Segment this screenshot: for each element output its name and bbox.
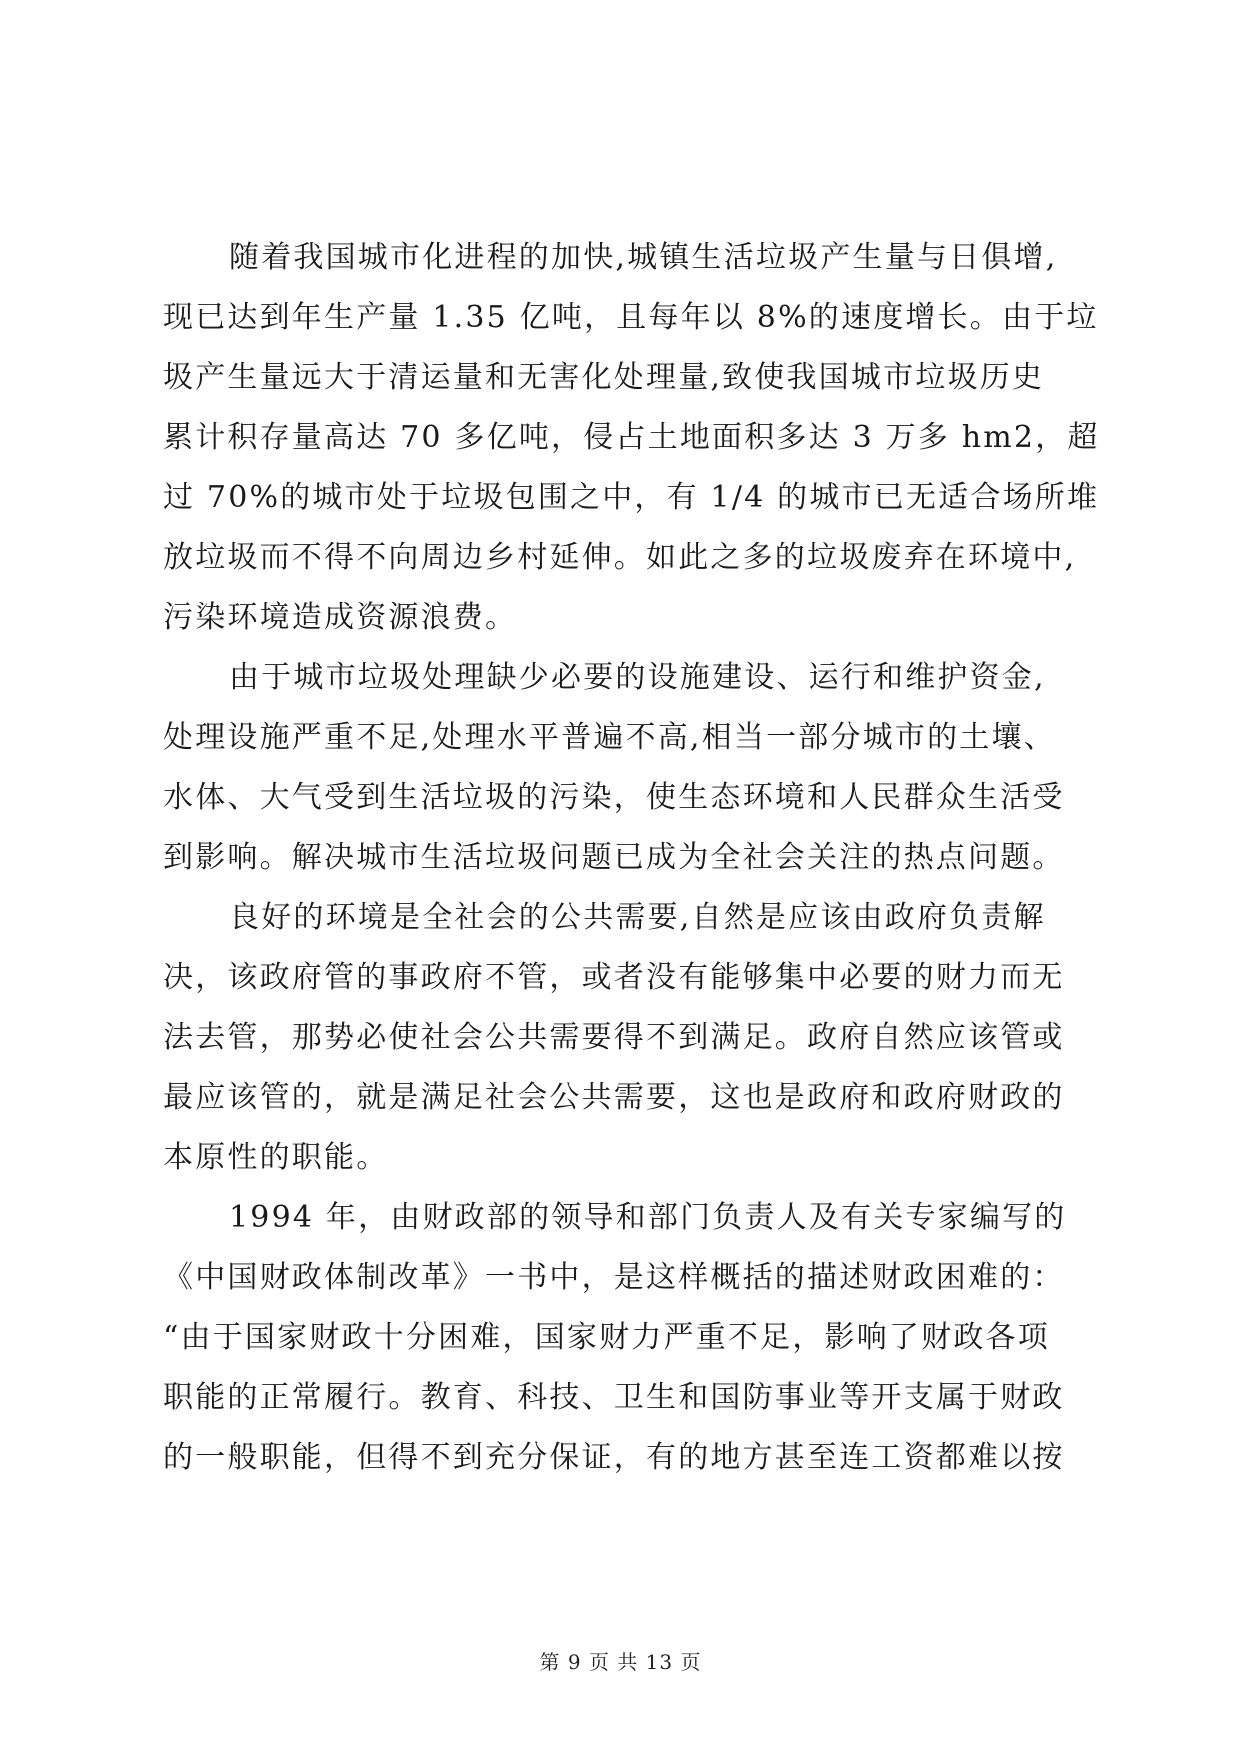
paragraph-line: 圾产生量远大于清运量和无害化处理量,致使我国城市垃圾历史	[163, 360, 1045, 395]
paragraph-line: 放垃圾而不得不向周边乡村延伸。如此之多的垃圾废弃在环境中,	[163, 540, 1077, 575]
paragraph-line: 水体、大气受到生活垃圾的污染，使生态环境和人民群众生活受	[163, 780, 1065, 815]
paragraph-line: 职能的正常履行。教育、科技、卫生和国防事业等开支属于财政	[163, 1380, 1065, 1415]
paragraph-line: 法去管，那势必使社会公共需要得不到满足。政府自然应该管或	[163, 1020, 1065, 1055]
paragraph-line: 1994 年，由财政部的领导和部门负责人及有关专家编写的	[229, 1200, 1067, 1235]
paragraph-2	[163, 648, 1093, 888]
paragraph-line: 污染环境造成资源浪费。	[163, 600, 518, 635]
paragraph-line: “由于国家财政十分困难，国家财力严重不足，影响了财政各项	[163, 1320, 1050, 1355]
paragraph-4	[163, 1188, 1093, 1488]
paragraph-line: 良好的环境是全社会的公共需要,自然是应该由政府负责解	[229, 900, 1046, 935]
paragraph-line: 最应该管的，就是满足社会公共需要，这也是政府和政府财政的	[163, 1080, 1065, 1115]
paragraph-line: 的一般职能，但得不到充分保证，有的地方甚至连工资都难以按	[163, 1440, 1065, 1475]
paragraph-line: 累计积存量高达 70 多亿吨，侵占土地面积多达 3 万多 hm2，超	[163, 420, 1100, 455]
paragraph-line: 到影响。解决城市生活垃圾问题已成为全社会关注的热点问题。	[163, 840, 1065, 875]
paragraph-line: 过 70%的城市处于垃圾包围之中，有 1/4 的城市已无适合场所堆	[163, 480, 1100, 515]
document-body	[163, 228, 1100, 1488]
paragraph-3	[163, 888, 1093, 1188]
paragraph-line: 决，该政府管的事政府不管，或者没有能够集中必要的财力而无	[163, 960, 1065, 995]
paragraph-line: 由于城市垃圾处理缺少必要的设施建设、运行和维护资金,	[229, 660, 1046, 695]
page-number-footer: 第 9 页 共 13 页	[539, 1650, 702, 1674]
paragraph-line: 《中国财政体制改革》一书中，是这样概括的描述财政困难的：	[163, 1260, 1065, 1295]
paragraph-line: 现已达到年生产量 1.35 亿吨，且每年以 8%的速度增长。由于垃	[163, 300, 1099, 335]
paragraph-line: 随着我国城市化进程的加快,城镇生活垃圾产生量与日俱增,	[229, 240, 1058, 275]
paragraph-line: 本原性的职能。	[163, 1140, 389, 1175]
paragraph-line: 处理设施严重不足,处理水平普遍不高,相当一部分城市的土壤、	[163, 720, 1056, 755]
paragraph-1	[163, 228, 1100, 648]
